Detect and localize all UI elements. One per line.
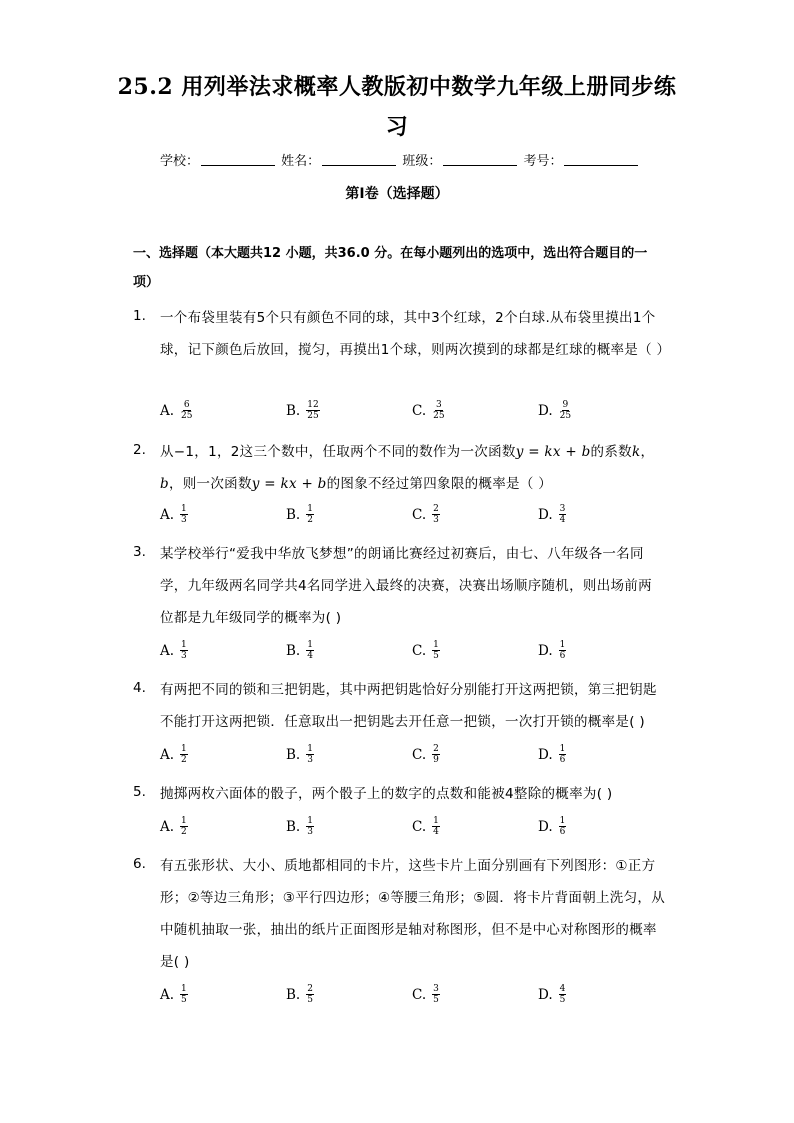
option-c[interactable]: C. $\frac{2}{9}$ <box>412 744 439 765</box>
fraction: $\frac{1}{3}$ <box>307 744 313 765</box>
fraction: $\frac{1}{3}$ <box>181 504 187 525</box>
question-text: 有两把不同的锁和三把钥匙，其中两把钥匙恰好分别能打开这两把锁，第三把钥匙不能打开这两把锁．任意取出一把钥匙去开任意一把锁，一次打开锁的概率是( ) <box>160 682 657 730</box>
option-b[interactable]: B. $\frac{2}{5}$ <box>286 984 313 1005</box>
section-heading: 一、选择题（本大题共12 小题，共36.0 分。在每小题列出的选项中，选出符合题目的一项） <box>133 246 648 290</box>
question-number: 2. <box>133 442 146 458</box>
fraction: $\frac{1}{2}$ <box>181 744 187 765</box>
formula: y = kx + b <box>251 476 327 492</box>
option-d[interactable]: D. $\frac{3}{4}$ <box>538 504 566 525</box>
options-q6 <box>160 984 640 1014</box>
fraction: $\frac{1}{5}$ <box>181 984 187 1005</box>
name-blank[interactable] <box>322 153 396 166</box>
options-q5 <box>160 816 640 846</box>
page-title: 25.2 用列举法求概率人教版初中数学九年级上册同步练 <box>117 74 677 100</box>
fraction: $\frac{2}{3}$ <box>433 504 439 525</box>
option-b[interactable]: B. $\frac{1}{4}$ <box>286 640 313 661</box>
fraction: $\frac{1}{4}$ <box>307 640 313 661</box>
class-blank[interactable] <box>443 153 517 166</box>
option-d[interactable]: D. $\frac{1}{6}$ <box>538 640 566 661</box>
option-a[interactable]: A. $\frac{1}{3}$ <box>160 504 187 525</box>
option-d[interactable]: D. $\frac{9}{25}$ <box>538 400 572 421</box>
fraction: $\frac{1}{3}$ <box>181 640 187 661</box>
page-title-continued: 习 <box>385 114 409 140</box>
name-label: 姓名： <box>281 154 321 169</box>
option-c[interactable]: C. $\frac{3}{5}$ <box>412 984 439 1005</box>
fraction: $\frac{3}{4}$ <box>559 504 566 525</box>
option-a[interactable]: A. $\frac{1}{5}$ <box>160 984 187 1005</box>
option-a[interactable]: A. $\frac{6}{25}$ <box>160 400 193 421</box>
question-text: 某学校举行“爱我中华放飞梦想”的朗诵比赛经过初赛后，由七、八年级各一名同学，九年级两名同学共4名同学进入最终的决赛，决赛出场顺序随机，则出场前两位都是九年级同学的概率为( ) <box>160 546 652 626</box>
option-c[interactable]: C. $\frac{3}{25}$ <box>412 400 445 421</box>
school-blank[interactable] <box>201 153 275 166</box>
volume-heading: 第I卷（选择题） <box>345 186 449 202</box>
fraction: $\frac{1}{3}$ <box>307 816 313 837</box>
question-text: 抛掷两枚六面体的骰子，两个骰子上的数字的点数和能被4整除的概率为( ) <box>160 786 613 802</box>
fraction: $\frac{1}{6}$ <box>559 816 566 837</box>
fraction: $\frac{3}{25}$ <box>433 400 445 421</box>
fraction: $\frac{1}{2}$ <box>181 816 187 837</box>
option-a[interactable]: A. $\frac{1}{3}$ <box>160 640 187 661</box>
question-number: 5. <box>133 784 146 800</box>
fraction: $\frac{3}{5}$ <box>433 984 439 1005</box>
fraction: $\frac{1}{2}$ <box>307 504 313 525</box>
options-q2 <box>160 504 640 534</box>
number-label: 考号： <box>523 154 563 169</box>
fraction: $\frac{1}{6}$ <box>559 640 566 661</box>
class-label: 班级： <box>402 154 442 169</box>
question-number: 6. <box>133 856 146 872</box>
fraction: $\frac{4}{5}$ <box>559 984 566 1005</box>
question-number: 1. <box>133 308 146 324</box>
fraction: $\frac{2}{9}$ <box>433 744 439 765</box>
formula: y = kx + b <box>515 444 591 460</box>
fraction: $\frac{9}{25}$ <box>559 400 572 421</box>
fraction: $\frac{6}{25}$ <box>181 400 193 421</box>
option-d[interactable]: D. $\frac{1}{6}$ <box>538 744 566 765</box>
option-b[interactable]: B. $\frac{1}{3}$ <box>286 816 313 837</box>
option-d[interactable]: D. $\frac{1}{6}$ <box>538 816 566 837</box>
option-c[interactable]: C. $\frac{1}{4}$ <box>412 816 439 837</box>
option-a[interactable]: A. $\frac{1}{2}$ <box>160 816 187 837</box>
fraction: $\frac{1}{5}$ <box>433 640 439 661</box>
options-q3 <box>160 640 640 670</box>
option-b[interactable]: B. $\frac{1}{3}$ <box>286 744 313 765</box>
fraction: $\frac{1}{6}$ <box>559 744 566 765</box>
question-text: 一个布袋里装有5个只有颜色不同的球，其中3个红球，2个白球.从布袋里摸出1个球，记下颜色后放回，搅匀，再摸出1个球，则两次摸到的球都是红球的概率是（ ） <box>160 310 671 358</box>
option-b[interactable]: B. $\frac{12}{25}$ <box>286 400 319 421</box>
fraction: $\frac{12}{25}$ <box>307 400 319 421</box>
fraction: $\frac{1}{4}$ <box>433 816 439 837</box>
option-d[interactable]: D. $\frac{4}{5}$ <box>538 984 566 1005</box>
options-q1 <box>160 400 640 430</box>
question-text: 从−1，1，2这三个数中，任取两个不同的数作为一次函数y = kx + b的系数k，b，则一次函数y = kx + b的图象不经过第四象限的概率是（ ） <box>160 444 655 492</box>
options-q4 <box>160 744 640 774</box>
question-text: 有五张形状、大小、质地都相同的卡片，这些卡片上面分别画有下列图形：①正方形；②等边三角形；③平行四边形；④等腰三角形；⑤圆．将卡片背面朝上洗匀，从中随机抽取一张，抽出的纸片正面图形是轴对称图形，但不是中心对称图形的概率是( ) <box>160 858 666 970</box>
question-number: 3. <box>133 544 146 560</box>
school-label: 学校： <box>160 154 200 169</box>
fraction: $\frac{2}{5}$ <box>307 984 313 1005</box>
option-b[interactable]: B. $\frac{1}{2}$ <box>286 504 313 525</box>
option-a[interactable]: A. $\frac{1}{2}$ <box>160 744 187 765</box>
option-c[interactable]: C. $\frac{2}{3}$ <box>412 504 439 525</box>
student-info-row <box>160 150 640 169</box>
option-c[interactable]: C. $\frac{1}{5}$ <box>412 640 439 661</box>
question-number: 4. <box>133 680 146 696</box>
number-blank[interactable] <box>564 153 638 166</box>
